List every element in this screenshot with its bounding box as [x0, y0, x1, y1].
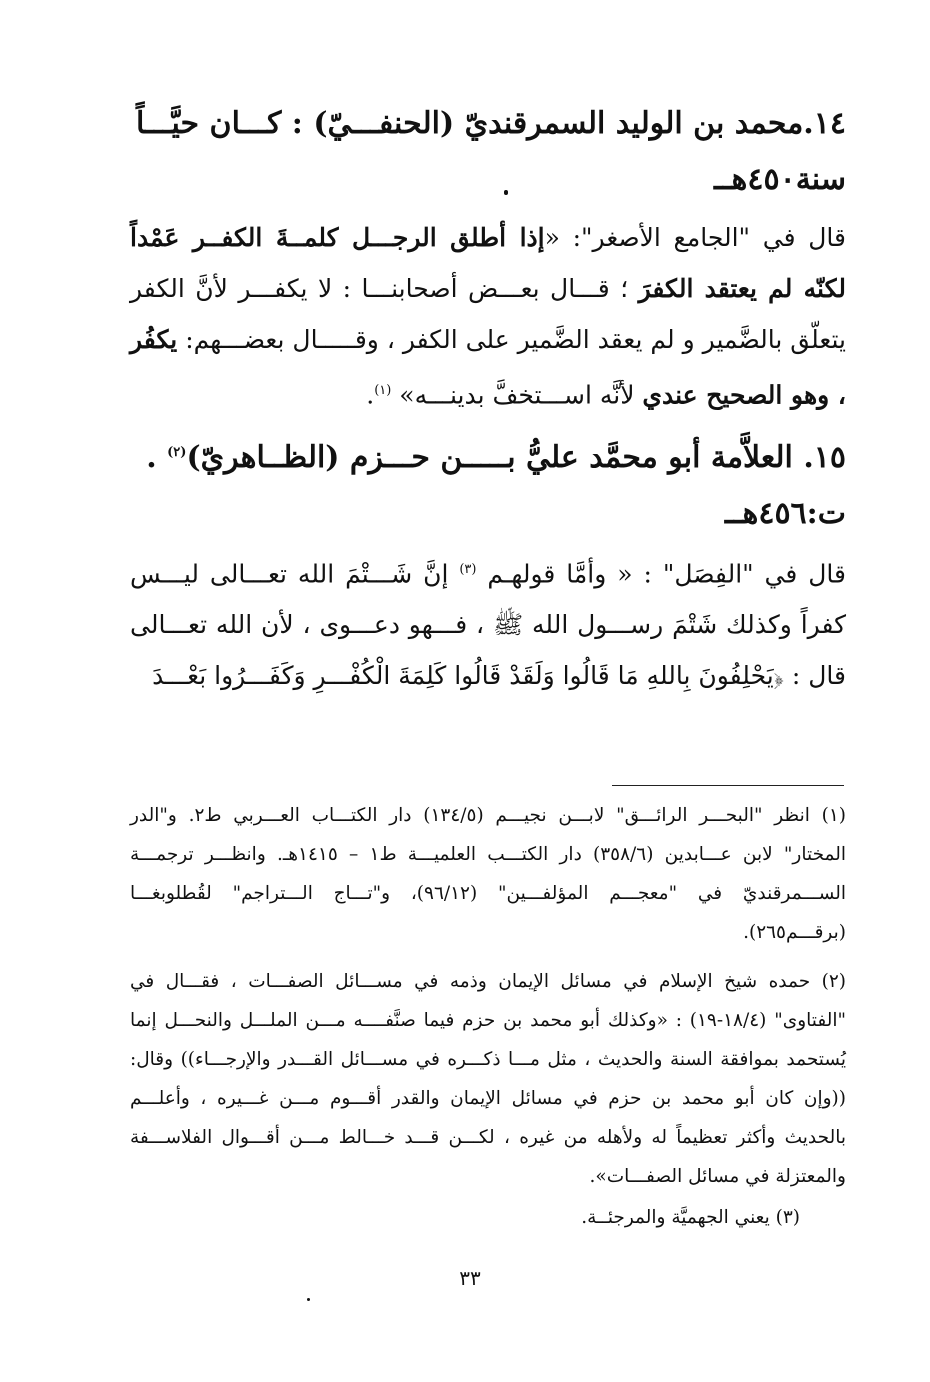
- footnote-ref-1: (١): [374, 383, 392, 398]
- footnote-3: (٣) يعني الجهميَّة والمرجئــة.: [581, 1207, 800, 1228]
- p1-end: .: [366, 380, 375, 410]
- p1-bold-ruling: يكفُر ، وهو الصحيح عندي: [130, 325, 846, 410]
- section-14-heading-line2: سنة٤٥٠هــ: [713, 162, 846, 197]
- section-14-paragraph: [130, 212, 846, 420]
- footnote-ref-2: (٢): [167, 445, 187, 460]
- page-number: ٣٣: [459, 1266, 481, 1290]
- footnote-2: (٢) حمده شيخ الإسلام في مسائل الإيمان وذمه في مســـائل الصفـــات ، فقـــال في "الفتاوى" (١٨/٤-١٩) : «وكذلك أبو محمد بن حزم فيما صنَّفــــه مـــن الملـــل والنحـــل إنما يُستحمد بموافقة السنة والحديث ، مثل مـــا ذكـــره في مســـائل القـــدر والإرجـــاء)) وقال: ((وإن كان أبو محمد بن حزم في مسائل الإيمان والقدر أقـــوم مـــن غـــيره ، وأعلـــم بالحديث وأكثر تعظيماً له ولأهله من غيره ، لكـــن قـــد خـــالط مـــن أقـــوال الفلاســـفة والمعتزلة في مسائل الصفـــات».: [130, 971, 846, 1187]
- section-15-heading-line1: ١٥. العلاَّمة أبو محمَّد عليُّ بـــــن حـــزم (الظــاهريّ): [186, 440, 846, 475]
- section-15-paragraph: [130, 544, 846, 701]
- p1-bold-quote: إذا أطلق الرجـــل كلمــةَ الكفــر عَمْداً لكنّه لم يعتقد الكفرَ: [130, 223, 846, 303]
- section-15-heading-line2: ت:٤٥٦هــ: [724, 496, 846, 531]
- footnote-ref-3: (٣): [459, 562, 477, 577]
- p1-lead: قال في "الجامع الأصغر": «: [544, 223, 846, 252]
- footnote-divider: [612, 785, 844, 786]
- footnote-1: (١) انظر "البحـــر الرائـــق" لابـــن نجيـــم (١٣٤/٥) دار الكتـــاب العـــربي ط٢. و"الدر المختار" لابن عـــابدين (٣٥٨/٦) دار الكتـــب العلميـــة ط١ – ١٤١٥هـ. وانظـــر ترجمـــة الســـمرقنديّ في "معجـــم المؤلفـــين" (٩٦/١٢)، و"تـــاج الـــتراجم" لقُطلوبغـــا (برقـــم٢٦٥).: [130, 805, 847, 943]
- p2-text: إنَّ شَـــتْمَ الله تعـــالى ليـــس كفراً وكذلك شَتْمَ رســـول الله ﷺ ، فـــهو دعـــوى ، لأن الله تعـــالى قال : ﴿يَحْلِفُونَ بِاللهِ مَا قَالُوا وَلَقَدْ قَالُوا كَلِمَةَ الْكُفْـــرِ وَكَفَـــرُوا بَعْـــدَ: [130, 559, 846, 691]
- p2-lead: قال في "الفِصَل" : « وأمَّا قولهـم: [476, 559, 847, 589]
- p1-tail: لأنَّه اســـتخفَّ بدينـــه»: [391, 380, 643, 410]
- ink-speck: [307, 1298, 310, 1301]
- section-15-heading: [130, 425, 846, 542]
- p1-middle: ؛ قـــال بعـــض أصحابنـــا : لا يكفـــر لأنَّ الكفر يتعلّق بالضَّمير و لم يعقد الضَّمير على الكفر ، وقـــــال بعضـــهم:: [130, 274, 846, 354]
- section-14-heading-line1: ١٤.محمد بن الوليد السمرقنديّ (الحنفـــيّ) : كـــان حيَّـــاً: [135, 106, 846, 141]
- ink-speck: [504, 190, 508, 195]
- section-15-heading-end: .: [146, 440, 168, 475]
- section-14-heading: [130, 96, 846, 208]
